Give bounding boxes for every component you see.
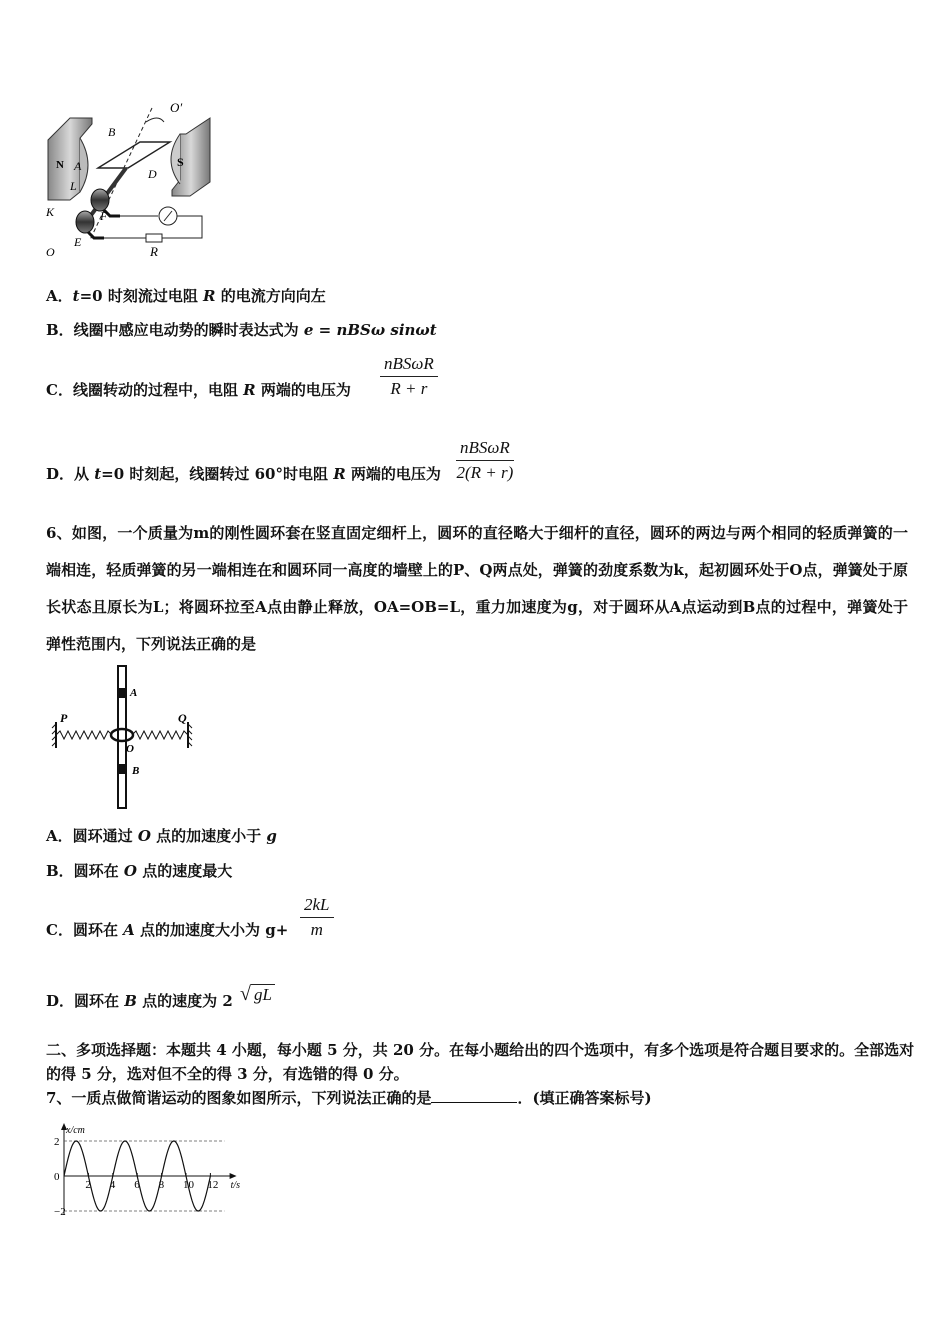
label-d: D	[148, 167, 157, 181]
symbol-o: O	[123, 862, 137, 880]
label-b: B	[108, 125, 116, 139]
label-s: S	[177, 155, 184, 169]
radicand: gL	[251, 984, 275, 1004]
origin-label: 0	[54, 1171, 60, 1183]
q5-option-a[interactable]	[46, 286, 326, 306]
q5-option-c[interactable]	[46, 380, 351, 400]
text: =0	[79, 287, 103, 305]
resistor	[146, 234, 162, 242]
q6-option-a[interactable]	[46, 826, 277, 846]
fraction-denominator: R + r	[390, 379, 428, 398]
q5-option-d[interactable]	[46, 464, 441, 484]
q6c-fraction	[300, 895, 334, 940]
q7-stem-text: 7、一质点做简谐运动的图象如图所示，下列说法正确的是	[46, 1089, 432, 1107]
q7-stem	[46, 1088, 652, 1108]
option-text: 两端的电压为	[255, 381, 351, 399]
option-text: C．圆环在	[46, 921, 124, 939]
label-f: F	[100, 209, 108, 223]
label-a: A	[74, 159, 82, 173]
option-text: D．圆环在	[46, 992, 125, 1010]
symbol-o: O	[137, 827, 151, 845]
option-text: =0 时刻起，线圈转过 60°时电阻	[101, 465, 334, 483]
x-tick-label: 4	[109, 1179, 116, 1191]
label-o-prime: O′	[170, 100, 183, 115]
option-text: B．线圈中感应电动势的瞬时表达式为	[46, 321, 304, 339]
label-l: L	[70, 179, 77, 193]
q5c-fraction	[380, 354, 438, 399]
answer-blank[interactable]	[431, 1088, 517, 1103]
spring-right	[132, 731, 188, 739]
x-tick-label: 8	[158, 1179, 165, 1191]
option-text: 点的加速度大小为 g+	[134, 921, 289, 939]
q5-option-b[interactable]	[46, 320, 437, 340]
mark-b	[119, 764, 125, 774]
label-e: E	[74, 235, 82, 249]
option-text: 两端的电压为	[345, 465, 441, 483]
label-o: O	[46, 245, 55, 259]
option-text: 点的速度最大	[136, 862, 233, 880]
fraction-denominator: 2(R + r)	[456, 463, 514, 482]
q5d-fraction	[456, 438, 514, 483]
x-tick-label: 6	[134, 1179, 140, 1191]
slip-ring-k	[76, 211, 94, 233]
sqrt-icon: √	[240, 983, 251, 1005]
label-b: B	[132, 765, 140, 777]
fraction-numerator: 2kL	[304, 895, 330, 914]
rod	[118, 666, 126, 808]
option-text: B．圆环在	[46, 862, 124, 880]
fraction-numerator: nBSωR	[460, 438, 510, 457]
label-k: K	[46, 205, 55, 219]
fraction-numerator: nBSωR	[384, 354, 434, 373]
q6d-radical	[240, 983, 275, 1006]
option-text: C．线圈转动的过程中，电阻	[46, 381, 244, 399]
q7-stem-tail: ．(填正确答案标号)	[517, 1089, 652, 1107]
ring-spring-figure	[50, 664, 200, 810]
y-tick-label: −2	[54, 1206, 66, 1218]
option-text: D．从	[46, 465, 95, 483]
symbol-b: B	[124, 992, 137, 1010]
x-tick-label: 12	[207, 1179, 219, 1191]
q6-option-d[interactable]	[46, 991, 233, 1011]
q6-option-c[interactable]	[46, 920, 288, 940]
label-n: N	[56, 159, 64, 171]
emf-expression: e = nBSω sinωt	[303, 321, 437, 339]
y-tick-label: 2	[54, 1136, 60, 1148]
symbol-t: t	[94, 465, 102, 483]
label-o: O	[126, 743, 134, 755]
mark-a	[119, 688, 125, 698]
text: 时刻流过电阻	[102, 287, 204, 305]
y-axis-label: x/cm	[66, 1125, 85, 1136]
x-tick-label: 10	[183, 1179, 194, 1191]
text: 的电流方向向左	[215, 287, 326, 305]
x-axis-label: t/s	[230, 1180, 241, 1191]
option-text: A．圆环通过	[46, 827, 138, 845]
label-r: R	[150, 244, 158, 259]
generator-figure	[40, 100, 230, 270]
brush-e	[88, 232, 104, 238]
q6-option-b[interactable]	[46, 861, 232, 881]
option-prefix: A．	[46, 287, 73, 305]
label-q: Q	[178, 711, 187, 725]
section-2-header: 二、多项选择题：本题共 4 小题，每小题 5 分，共 20 分。在每小题给出的四个选项中，有多个选项是符合题目要求的。全部选对的得 5 分，选对但不全的得 3 分，有选错的得 0 分。	[46, 1041, 915, 1083]
x-tick-label: 2	[85, 1179, 91, 1191]
symbol-a: A	[123, 921, 135, 939]
option-text: 点的加速度小于	[150, 827, 267, 845]
symbol-r: R	[333, 465, 346, 483]
symbol-t: t	[72, 287, 80, 305]
symbol-r: R	[203, 287, 216, 305]
slip-ring-l	[91, 189, 109, 211]
x-axis-arrow-icon	[230, 1173, 237, 1179]
label-a: A	[130, 687, 138, 699]
symbol-g: g	[266, 827, 277, 845]
fraction-denominator: m	[310, 920, 323, 939]
spring-left	[56, 731, 112, 739]
option-text: 点的速度为 2	[136, 992, 233, 1010]
symbol-r: R	[243, 381, 256, 399]
rotation-arrow-icon	[146, 118, 164, 122]
q6-stem: 6、如图，一个质量为m的刚性圆环套在竖直固定细杆上，圆环的直径略大于细杆的直径，圆环的两边与两个相同的轻质弹簧的一端相连，轻质弹簧的另一端相连在和圆环同一高度的墙壁上的P、Q两点处，弹簧的劲度系数为k，起初圆环处于O点，弹簧处于原长状态且原长为L；将圆环拉至A点由静止释放，OA=OB=L，重力加速度为g，对于圆环从A点运动到B点的过程中，弹簧处于弹性范围内，下列说法正确的是	[46, 524, 908, 653]
label-p: P	[60, 711, 68, 725]
coil	[98, 142, 170, 168]
shm-chart	[40, 1116, 241, 1220]
